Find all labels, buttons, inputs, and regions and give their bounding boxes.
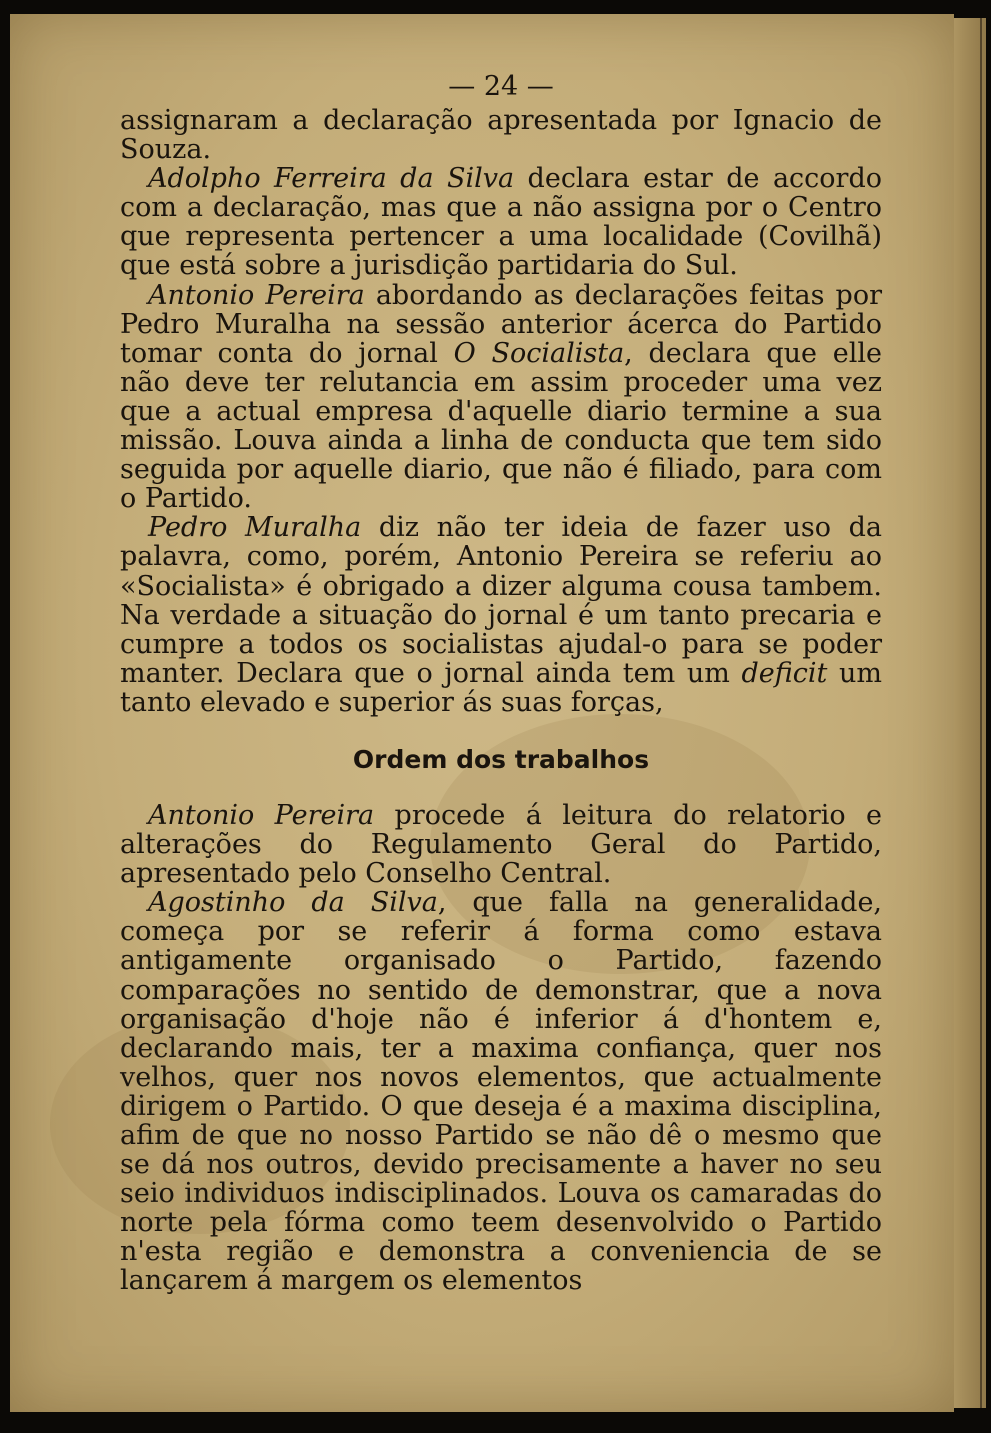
speaker-name: Adolpho Ferreira da Silva — [148, 163, 515, 195]
paragraph — [120, 801, 882, 888]
paragraph-text: , que falla na generalidade, começa por se referir á forma como estava antigamente organisado o Partido, fazendo comparações no sentido de demonstrar, que a nova organisação d'hoje não é inferior á d'hontem e, declarando mais, ter a maxima confiança, quer nos velhos, quer nos novos elementos, que actualmente dirigem o Partido. O que deseja é a maxima disciplina, afim de que no nosso Partido se não dê o mesmo que se dá nos outros, devido precisamente a haver no seu seio individuos indisciplinados. Louva os camaradas do norte pela fórma como teem desenvolvido o Partido n'esta região e demonstra a conveniencia de se lançarem á margem os elementos — [120, 887, 883, 1297]
speaker-name: Agostinho da Silva — [148, 887, 438, 919]
paragraph-text: procede á leitura do relatorio e alterações do Regulamento Geral do Partido, apresentado pelo Conselho Central. — [120, 799, 882, 890]
paragraph — [120, 513, 882, 717]
edge-line — [980, 18, 982, 1408]
paragraph-text: , declara que elle não deve ter relutancia em assim proceder uma vez que a actual empresa d'aquelle diario termine a sua missão. Louva ainda a linha de conducta que tem sido seguida por aquelle diario, que não é filiado, para com o Partido. — [120, 337, 882, 515]
page-text — [120, 68, 882, 1296]
section-heading: Ordem dos trabalhos — [352, 744, 650, 774]
speaker-name: Antonio Pereira — [148, 279, 365, 311]
speaker-name: Antonio Pereira — [148, 799, 375, 831]
speaker-name: Pedro Muralha — [148, 512, 362, 544]
paragraph — [120, 164, 882, 280]
paragraph-text: declara estar de accordo com a declaração, mas que a não assigna por o Centro que representa pertencer a uma localidade (Covilhã) que está sobre a jurisdição partidaria do Sul. — [120, 163, 882, 282]
paragraph — [120, 281, 882, 514]
paragraph — [120, 106, 882, 164]
paragraph-text: um tanto elevado e superior ás suas forças, — [120, 657, 882, 718]
paragraph-text: diz não ter ideia de fazer uso da palavra, como, porém, Antonio Pereira se referiu ao «Socialista» é obrigado a dizer alguma cousa tambem. Na verdade a situação do jornal é um tanto precaria e cumpre a todos os socialistas ajudal-o para se poder manter. Declara que o jornal ainda tem um — [120, 512, 883, 689]
paragraph-text: assignaram a declaração apresentada por Ignacio de Souza. — [120, 105, 882, 166]
paragraph-text: abordando as declarações feitas por Pedro Muralha na sessão anterior ácerca do Partido tomar conta do jornal — [120, 279, 883, 369]
page-number: — 24 — — [448, 71, 554, 102]
italic-term: deficit — [741, 657, 828, 689]
newspaper-title: O Socialista — [453, 337, 625, 369]
paragraph — [120, 888, 882, 1295]
